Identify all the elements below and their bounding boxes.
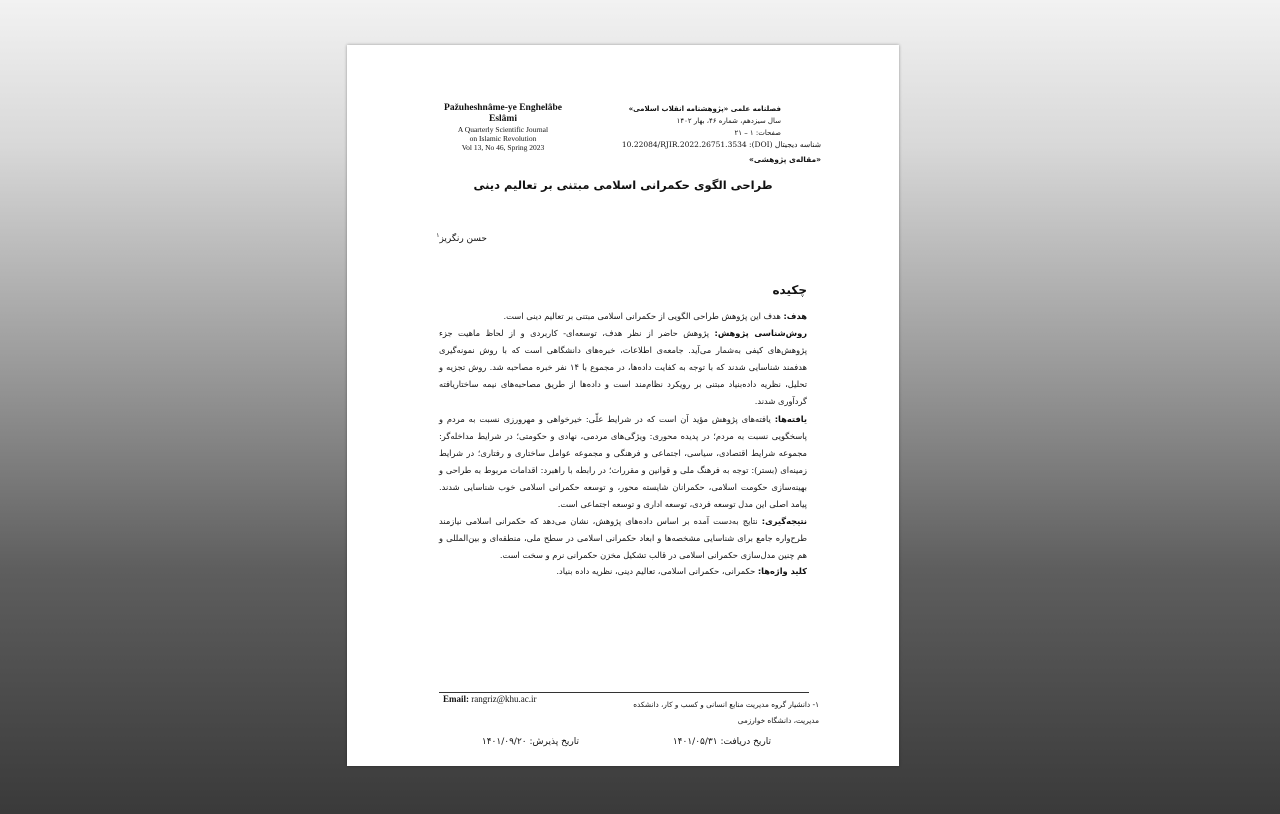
keywords-text: حکمرانی، حکمرانی اسلامی، تعالیم دینی، نظریه داده بنیاد.: [556, 566, 758, 576]
doi-line: شناسه دیجیتال (DOI): 10.22084/RJIR.2022.26751.3534: [621, 140, 821, 149]
conclusion-text: نتایج به‌دست آمده بر اساس داده‌های پژوهش، نشان می‌دهد که حکمرانی اسلامی نیازمند طرح‌واره جامع برای شناسایی مشخصه‌ها و ابعاد حکمرانی اسلامی در سطح ملی، منطقه‌ای و بین‌المللی و هم چنین مدل‌سازی حکمرانی اسلامی در قالب تشکیل مخزن حکمرانی نرم و سخت است.: [439, 516, 807, 561]
article-page: [347, 45, 899, 766]
goal-label: هدف:: [783, 311, 807, 321]
received-date: تاریخ دریافت: ۱۴۰۱/۰۵/۳۱: [672, 737, 771, 747]
abstract-heading: چکیده: [772, 283, 807, 297]
journal-pages-persian: صفحات: ۱ – ۲۱: [734, 129, 781, 137]
journal-desc-line-2: on Islamic Revolution: [469, 134, 537, 143]
abstract-findings: [439, 411, 807, 514]
journal-header-persian: [581, 103, 781, 139]
journal-volume-persian: سال سیزدهم، شماره ۴۶، بهار ۱۴۰۲: [676, 117, 781, 125]
conclusion-label: نتیجه‌گیری:: [761, 516, 807, 527]
journal-volume-english: Vol 13, No 46, Spring 2023: [461, 143, 545, 152]
keywords: [439, 566, 807, 576]
author-name: [436, 232, 487, 244]
journal-title-persian: فصلنامه علمی «پژوهشنامه انقلاب اسلامی»: [628, 105, 781, 113]
article-title: طراحی الگوی حکمرانی اسلامی مبتنی بر تعالیم دینی: [473, 178, 773, 192]
keywords-label: کلید واژه‌ها:: [757, 566, 807, 576]
journal-desc-line-1: A Quarterly Scientific Journal: [457, 125, 549, 134]
method-label: روش‌شناسی پژوهش:: [714, 328, 807, 339]
journal-header-english: [437, 103, 569, 152]
author-email: [443, 694, 537, 704]
goal-text: هدف این پژوهش طراحی الگویی از حکمرانی اسلامی مبتنی بر تعالیم دینی است.: [503, 311, 784, 321]
method-text: پژوهش حاضر از نظر هدف، توسعه‌ای- کاربردی و از لحاظ ماهیت جزء پژوهش‌های کیفی به‌شمار می‌آید. جامعه‌ی اطلاعات، خبره‌های دانشگاهی است که با روش نمونه‌گیری هدفمند شناسایی شدند که با توجه به کفایت داده‌ها، در مجموع با ۱۴ نفر خبره مصاحبه شد. روش تجزیه و تحلیل، نظریه داده‌بنیاد مبتنی بر رویکرد نظام‌مند است و داده‌ها از طریق مصاحبه‌های نیمه ساختاریافته گردآوری شدند.: [439, 328, 807, 407]
abstract-goal: [439, 308, 807, 325]
journal-title-english: Pažuheshnâme-ye Enghelâbe Eslâmi: [444, 103, 562, 124]
article-type: «مقاله‌ی پژوهشی»: [749, 155, 821, 164]
author-footnote: ۱- دانشیار گروه مدیریت منابع انسانی و کسب و کار، دانشکده مدیریت، دانشگاه خوارزمی: [633, 700, 819, 725]
author-name-text: حسن رنگریز: [439, 234, 487, 244]
footnote-divider: [439, 692, 809, 693]
abstract-conclusion: [439, 513, 807, 564]
email-label: Email:: [443, 694, 469, 704]
accepted-date: تاریخ پذیرش: ۱۴۰۱/۰۹/۲۰: [481, 737, 579, 747]
findings-label: یافته‌ها:: [774, 413, 807, 424]
abstract-method: [439, 325, 807, 410]
abstract-body: [439, 308, 807, 564]
findings-text: یافته‌های پژوهش مؤید آن است که در شرایط علّی: خیرخواهی و مهرورزی نسبت به مردم و پاسخگویی نسبت به مردم؛ در پدیده محوری: ویژگی‌های مردمی، نهادی و حکومتی؛ در شرایط مداخله‌گر: مجموعه شرایط اقتصادی، سیاسی، اجتماعی و فرهنگی و مجموعه عوامل ساختاری و رفتاری؛ در شرایط زمینه‌ای (بستر): توجه به فرهنگ ملی و قوانین و مقررات؛ در رابطه با راهبرد: اقدامات مربوط به طراحی و بهینه‌سازی حکومت اسلامی، حکمرانان شایسته محور، و توسعه حکمرانی اسلامی خوب شناسایی شدند. پیامد اصلی این مدل توسعه فردی، توسعه اداری و توسعه اجتماعی است.: [439, 413, 807, 510]
author-footnote-mark: ۱: [436, 232, 440, 239]
email-address: rangriz@khu.ac.ir: [469, 694, 537, 704]
